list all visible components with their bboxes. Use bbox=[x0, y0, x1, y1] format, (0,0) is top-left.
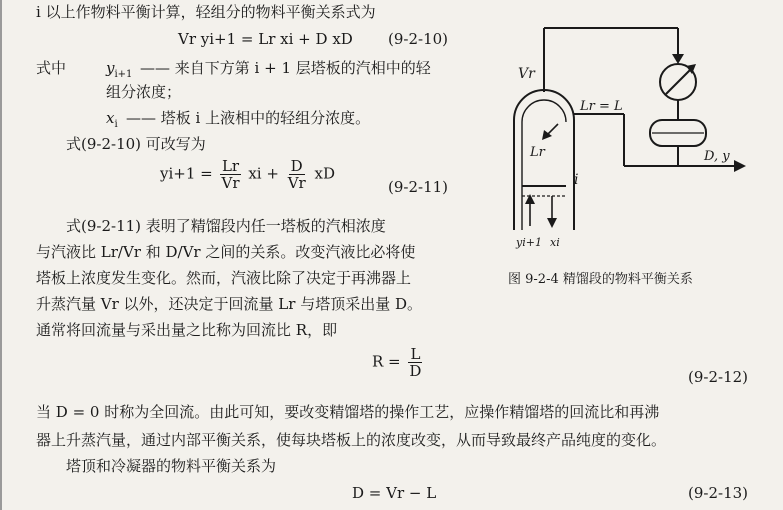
equation-9-2-12 bbox=[372, 346, 425, 379]
column-inner-wall bbox=[522, 100, 566, 230]
label-lr-eq-l: Lr = L bbox=[580, 99, 623, 114]
equation-9-2-13: D = Vr − L bbox=[352, 484, 437, 502]
text-line-9: 与汽液比 Lr/Vr 和 D/Vr 之间的关系。改变汽液比必将使 bbox=[36, 243, 416, 261]
var-y-subscript: i+1 bbox=[114, 69, 133, 80]
eq2-frac1-numerator: Lr bbox=[221, 157, 240, 175]
text-line-4: 组分浓度； bbox=[106, 83, 182, 101]
text-line-8: 式(9-2-11) 表明了精馏段内任一塔板的汽相浓度 bbox=[66, 217, 386, 235]
vapor-down-arrow bbox=[672, 54, 684, 64]
eq2-frac2-numerator: D bbox=[290, 157, 303, 175]
eq3-fraction bbox=[407, 346, 423, 379]
eq3-numerator: L bbox=[410, 345, 421, 363]
var-y-symbol: y bbox=[106, 59, 115, 77]
eq2-frac2-denominator: Vr bbox=[287, 174, 306, 192]
text-line-16: 塔顶和冷凝器的物料平衡关系为 bbox=[66, 457, 277, 475]
var-x-subscript: i bbox=[114, 119, 118, 130]
condenser-slash bbox=[666, 68, 692, 94]
page-edge-rule bbox=[0, 0, 2, 510]
variable-y bbox=[106, 58, 132, 85]
column-shell bbox=[514, 90, 574, 230]
label-lr: Lr bbox=[530, 145, 545, 160]
eq3-lhs: R = bbox=[372, 352, 401, 371]
text-line-3: —— 来自下方第 i + 1 层塔板的汽相中的轻 bbox=[140, 59, 431, 77]
text-line-6: 式(9-2-10) 可改写为 bbox=[66, 135, 206, 153]
eq2-frac1-denominator: Vr bbox=[221, 174, 240, 192]
label-xi: xi bbox=[550, 236, 560, 249]
eq2-middle: xi + bbox=[248, 164, 279, 183]
text-line-14: 当 D = 0 时称为全回流。由此可知，要改变精馏塔的操作工艺，应操作精馏塔的回流比和再沸 bbox=[36, 403, 660, 421]
equation-number-9-2-13: (9-2-13) bbox=[688, 484, 749, 502]
text-line-12: 通常将回流量与采出量之比称为回流比 R，即 bbox=[36, 321, 338, 339]
figure-caption: 图 9-2-4 精馏段的物料平衡关系 bbox=[508, 272, 693, 287]
product-arrow bbox=[734, 160, 746, 172]
eq2-lhs: yi+1 = bbox=[160, 164, 213, 183]
text-line-1: i 以上作物料平衡计算，轻组分的物料平衡关系式为 bbox=[36, 3, 376, 21]
eq2-fraction-2 bbox=[286, 158, 308, 191]
eq2-tail: xD bbox=[314, 164, 335, 183]
equation-number-9-2-12: (9-2-12) bbox=[688, 368, 749, 386]
label-yi1: yi+1 bbox=[516, 236, 542, 249]
eq3-denominator: D bbox=[409, 362, 422, 380]
equation-9-2-10: Vr yi+1 = Lr xi + D xD bbox=[178, 30, 353, 48]
equation-9-2-11 bbox=[160, 158, 335, 191]
variable-x bbox=[106, 108, 118, 135]
label-vr: Vr bbox=[518, 66, 535, 82]
equation-number-9-2-11: (9-2-11) bbox=[388, 178, 449, 196]
equation-number-9-2-10: (9-2-10) bbox=[388, 30, 449, 48]
label-d-y: D, y bbox=[704, 149, 730, 164]
text-line-11: 升蒸汽量 Vr 以外，还决定于回流量 Lr 与塔顶采出量 D。 bbox=[36, 295, 423, 313]
eq2-fraction-1 bbox=[220, 158, 242, 191]
label-tray-i: i bbox=[574, 172, 579, 188]
text-line-5: —— 塔板 i 上液相中的轻组分浓度。 bbox=[126, 109, 371, 127]
distillation-diagram bbox=[500, 20, 770, 260]
var-x-symbol: x bbox=[106, 109, 115, 127]
text-line-15: 器上升蒸汽量，通过内部平衡关系，使每块塔板上的浓度改变，从而导致最终产品纯度的变化。 bbox=[36, 431, 667, 449]
liquid-out-arrow bbox=[547, 218, 557, 228]
text-where-label: 式中 bbox=[36, 59, 67, 77]
text-line-10: 塔板上浓度发生变化。然而，汽液比除了决定于再沸器上 bbox=[36, 269, 412, 287]
